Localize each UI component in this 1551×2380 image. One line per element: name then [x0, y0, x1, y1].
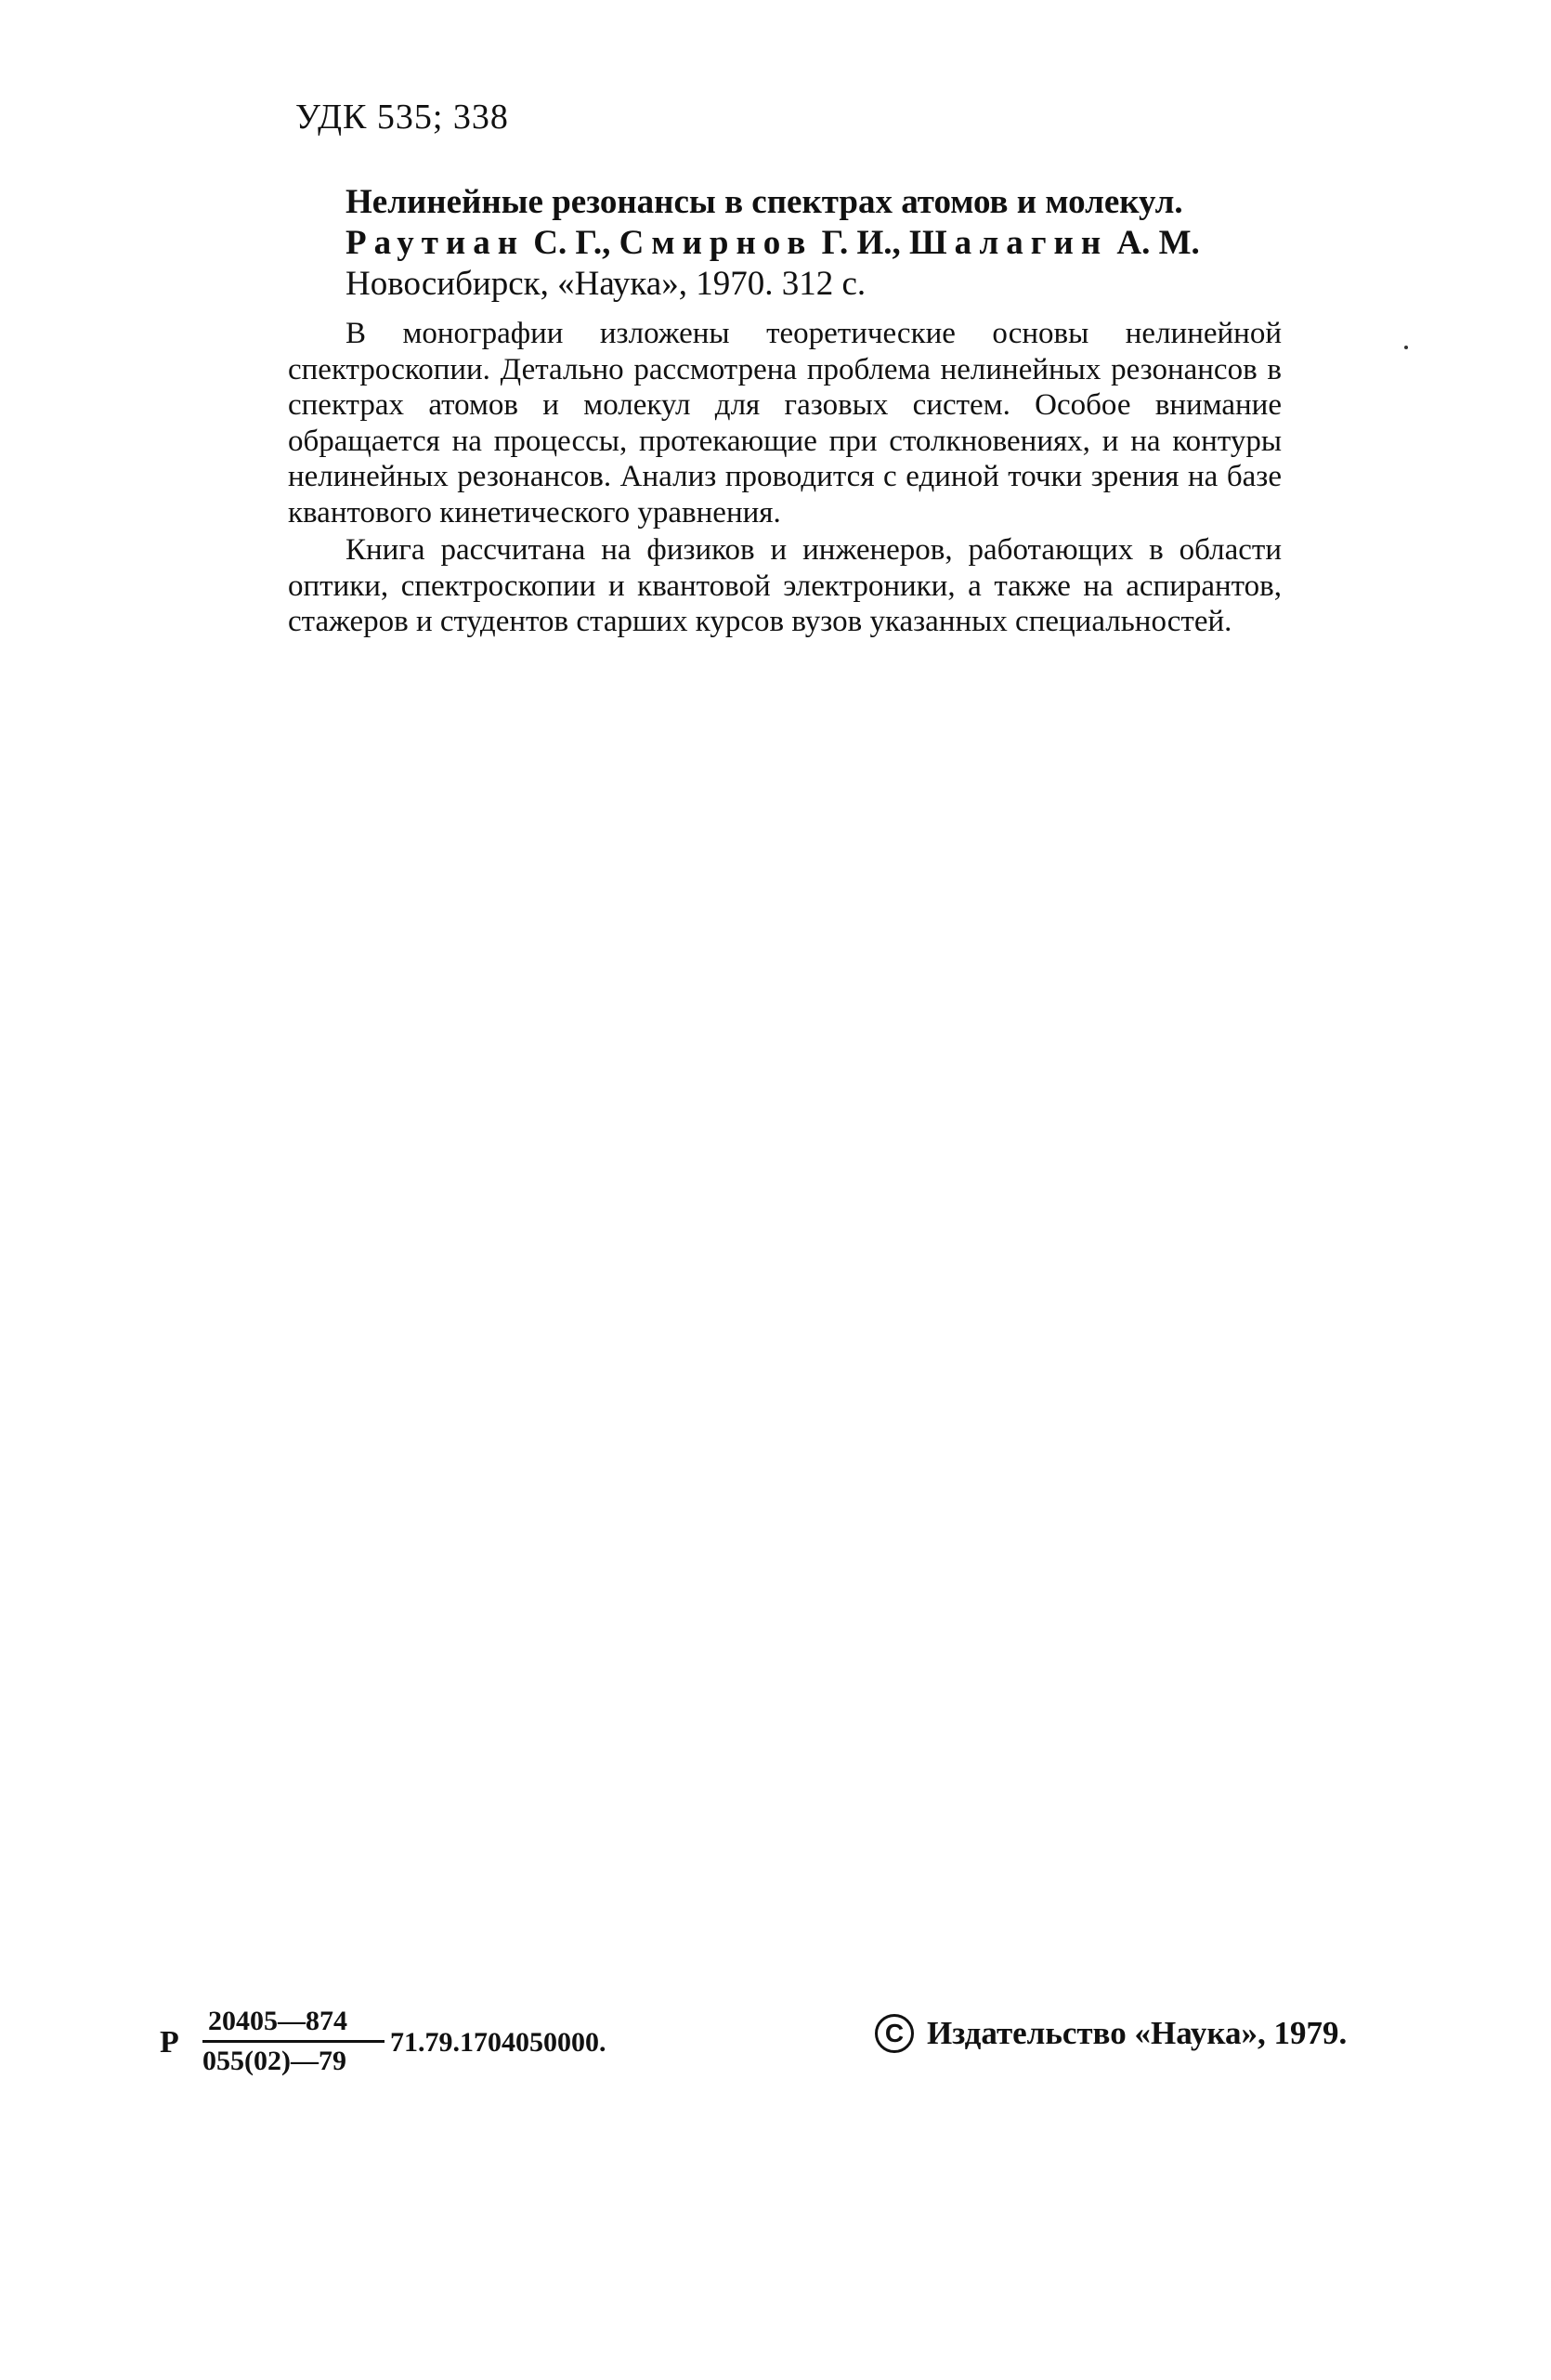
catalog-denominator: 055(02)—79	[202, 2046, 346, 2076]
print-speck	[1404, 346, 1408, 349]
author-surname: Раутиан	[345, 224, 526, 262]
fraction-bar	[202, 2040, 384, 2043]
book-title: Нелинейные резонансы в спектрах атомов и молекул.	[345, 183, 1183, 221]
author-initials: С. Г.,	[533, 224, 611, 262]
author-initials: Г. И.,	[821, 224, 901, 262]
bibliographic-record	[345, 182, 1274, 305]
copyright-line	[875, 2014, 1347, 2053]
udk-code: УДК 535; 338	[295, 98, 509, 137]
abstract	[288, 316, 1282, 640]
catalog-suffix: 71.79.1704050000.	[390, 2027, 606, 2058]
copyright-icon: C	[875, 2014, 914, 2053]
abstract-paragraph: В монографии изложены теоретические основы нелинейной спектроскопии. Детально рассмотрена проблема нелинейных резонансов в спектрах атомов и молекул для газовых систем. Особое внимание обращается на процессы, протекающие при столкновениях, и на контуры нелинейных резонансов. Анализ проводится с единой точки зрения на базе квантового кинетического уравнения.	[288, 317, 1282, 530]
copyright-text: Издательство «Наука», 1979.	[927, 2015, 1348, 2051]
authors-line	[345, 223, 1274, 264]
catalog-letter: Р	[160, 2025, 179, 2060]
catalog-numerator: 20405—874	[208, 2006, 347, 2036]
catalog-index	[160, 2005, 717, 2079]
imprint: Новосибирск, «Наука», 1970. 312 с.	[345, 265, 867, 303]
catalog-fraction	[202, 2005, 388, 2078]
author-surname: Шалагин	[909, 224, 1109, 262]
author-surname: Смирнов	[619, 224, 814, 262]
abstract-paragraph: Книга рассчитана на физиков и инженеров, работающих в области оптики, спектроскопии и квантовой электроники, а также на аспирантов, стажеров и студентов старших курсов вузов указанных специальностей.	[288, 533, 1282, 638]
author-initials: А. М.	[1116, 224, 1200, 262]
